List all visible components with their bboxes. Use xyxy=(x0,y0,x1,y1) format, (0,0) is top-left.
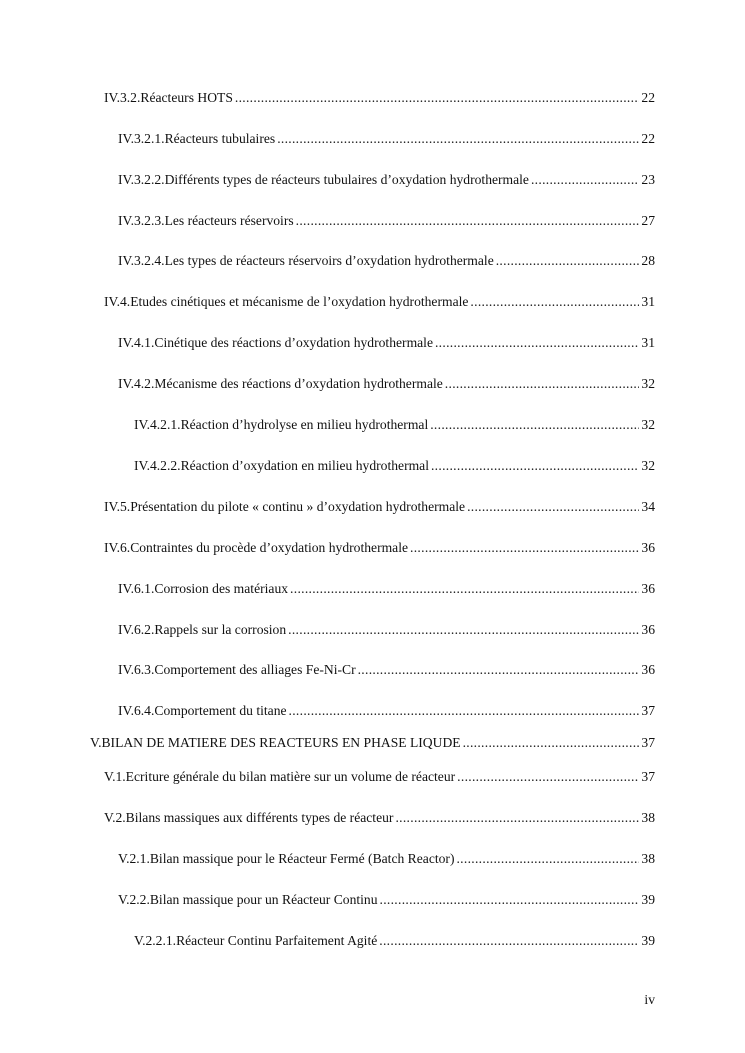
entry-number: V.2.2.1. xyxy=(134,933,177,948)
entry-number: IV.4.2. xyxy=(118,376,155,391)
entry-title: Réacteur Continu Parfaitement Agité xyxy=(176,933,378,948)
leader-dots xyxy=(496,253,640,269)
entry-title: Bilan massique pour un Réacteur Continu xyxy=(149,892,378,907)
entry-number: IV.3.2.3. xyxy=(118,213,165,228)
entry-title: Bilan massique pour le Réacteur Fermé (Batch Reactor) xyxy=(149,851,455,866)
leader-dots xyxy=(380,892,640,908)
leader-dots xyxy=(463,735,640,751)
entry-page: 22 xyxy=(641,131,655,146)
entry-page: 36 xyxy=(641,540,655,555)
entry-title: Ecriture générale du bilan matière sur un volume de réacteur xyxy=(125,769,456,784)
entry-number: IV.5. xyxy=(104,499,131,514)
entry-page: 37 xyxy=(641,703,655,718)
toc-entry[interactable] xyxy=(118,376,655,392)
leader-dots xyxy=(410,540,639,556)
entry-number: IV.4.2.2. xyxy=(134,458,181,473)
entry-page: 39 xyxy=(641,892,655,907)
leader-dots xyxy=(289,703,640,719)
leader-dots xyxy=(379,933,639,949)
leader-dots xyxy=(277,131,639,147)
entry-title: Différents types de réacteurs tubulaires d’oxydation hydrothermale xyxy=(164,172,529,187)
entry-page: 31 xyxy=(641,335,655,350)
toc-entry[interactable] xyxy=(118,213,655,229)
entry-page: 23 xyxy=(641,172,655,187)
toc-entry[interactable] xyxy=(104,769,655,785)
toc-entry[interactable] xyxy=(118,253,655,269)
entry-title: Corrosion des matériaux xyxy=(154,581,289,596)
toc-entry[interactable] xyxy=(118,703,655,719)
entry-page: 34 xyxy=(641,499,655,514)
leader-dots xyxy=(296,213,640,229)
entry-title: Bilans massiques aux différents types de réacteur xyxy=(125,810,394,825)
entry-title: BILAN DE MATIERE DES REACTEURS EN PHASE LIQUDE xyxy=(101,735,461,750)
entry-title: Les réacteurs réservoirs xyxy=(164,213,294,228)
entry-title: Etudes cinétiques et mécanisme de l’oxydation hydrothermale xyxy=(130,294,469,309)
entry-title: Réacteurs HOTS xyxy=(140,90,233,105)
entry-page: 36 xyxy=(641,662,655,677)
toc-entry[interactable] xyxy=(104,294,655,310)
entry-page: 37 xyxy=(641,769,655,784)
entry-number: IV.6.4. xyxy=(118,703,155,718)
entry-number: V.2.2. xyxy=(118,892,150,907)
entry-title: Cinétique des réactions d’oxydation hydrothermale xyxy=(154,335,433,350)
toc-entry[interactable] xyxy=(118,131,655,147)
toc-entry[interactable] xyxy=(134,933,655,949)
entry-page: 36 xyxy=(641,581,655,596)
entry-title: Réacteurs tubulaires xyxy=(164,131,276,146)
entry-number: IV.6.3. xyxy=(118,662,155,677)
entry-number: IV.4.1. xyxy=(118,335,155,350)
toc-entry[interactable] xyxy=(118,851,655,867)
toc-entry[interactable] xyxy=(104,810,655,826)
toc-entry[interactable] xyxy=(118,335,655,351)
entry-page: 36 xyxy=(641,622,655,637)
leader-dots xyxy=(435,335,639,351)
entry-page: 32 xyxy=(641,417,655,432)
entry-number: IV.6.2. xyxy=(118,622,155,637)
entry-page: 22 xyxy=(641,90,655,105)
toc-entry[interactable] xyxy=(118,581,655,597)
toc-entry[interactable] xyxy=(104,90,655,106)
entry-title: Comportement des alliages Fe-Ni-Cr xyxy=(154,662,356,677)
entry-number: V. xyxy=(90,735,102,750)
entry-title: Les types de réacteurs réservoirs d’oxydation hydrothermale xyxy=(164,253,494,268)
leader-dots xyxy=(445,376,640,392)
toc-entry[interactable] xyxy=(104,540,655,556)
leader-dots xyxy=(470,294,639,310)
leader-dots xyxy=(235,90,640,106)
entry-title: Comportement du titane xyxy=(154,703,287,718)
entry-page: 38 xyxy=(641,851,655,866)
entry-number: IV.3.2.2. xyxy=(118,172,165,187)
leader-dots xyxy=(431,458,639,474)
entry-number: IV.6. xyxy=(104,540,131,555)
entry-page: 31 xyxy=(641,294,655,309)
leader-dots xyxy=(456,851,639,867)
entry-number: V.2.1. xyxy=(118,851,150,866)
entry-page: 28 xyxy=(641,253,655,268)
toc-entry[interactable] xyxy=(118,662,655,678)
footer-page-number: iv xyxy=(644,992,655,1007)
leader-dots xyxy=(457,769,639,785)
entry-number: IV.3.2.1. xyxy=(118,131,165,146)
entry-title: Rappels sur la corrosion xyxy=(154,622,287,637)
entry-number: V.2. xyxy=(104,810,126,825)
toc-entry[interactable] xyxy=(118,892,655,908)
entry-page: 38 xyxy=(641,810,655,825)
entry-number: IV.3.2. xyxy=(104,90,141,105)
entry-title: Mécanisme des réactions d’oxydation hydrothermale xyxy=(154,376,443,391)
leader-dots xyxy=(395,810,639,826)
leader-dots xyxy=(358,662,640,678)
toc-entry[interactable] xyxy=(104,499,655,515)
toc-entry[interactable] xyxy=(118,172,655,188)
entry-page: 27 xyxy=(641,213,655,228)
entry-title: Présentation du pilote « continu » d’oxydation hydrothermale xyxy=(130,499,466,514)
entry-title: Réaction d’oxydation en milieu hydrothermal xyxy=(180,458,429,473)
toc-entry[interactable] xyxy=(134,417,655,433)
toc-entry[interactable] xyxy=(118,622,655,638)
entry-page: 39 xyxy=(641,933,655,948)
entry-number: IV.6.1. xyxy=(118,581,155,596)
leader-dots xyxy=(290,581,639,597)
entry-number: IV.4.2.1. xyxy=(134,417,181,432)
entry-number: IV.4. xyxy=(104,294,131,309)
entry-page: 32 xyxy=(641,376,655,391)
entry-number: V.1. xyxy=(104,769,126,784)
leader-dots xyxy=(467,499,639,515)
entry-page: 32 xyxy=(641,458,655,473)
entry-title: Contraintes du procède d’oxydation hydrothermale xyxy=(130,540,409,555)
leader-dots xyxy=(288,622,639,638)
toc-entry[interactable] xyxy=(90,735,655,751)
leader-dots xyxy=(531,172,639,188)
leader-dots xyxy=(430,417,639,433)
entry-number: IV.3.2.4. xyxy=(118,253,165,268)
entry-page: 37 xyxy=(641,735,655,750)
entry-title: Réaction d’hydrolyse en milieu hydrothermal xyxy=(180,417,429,432)
toc-entry[interactable] xyxy=(134,458,655,474)
